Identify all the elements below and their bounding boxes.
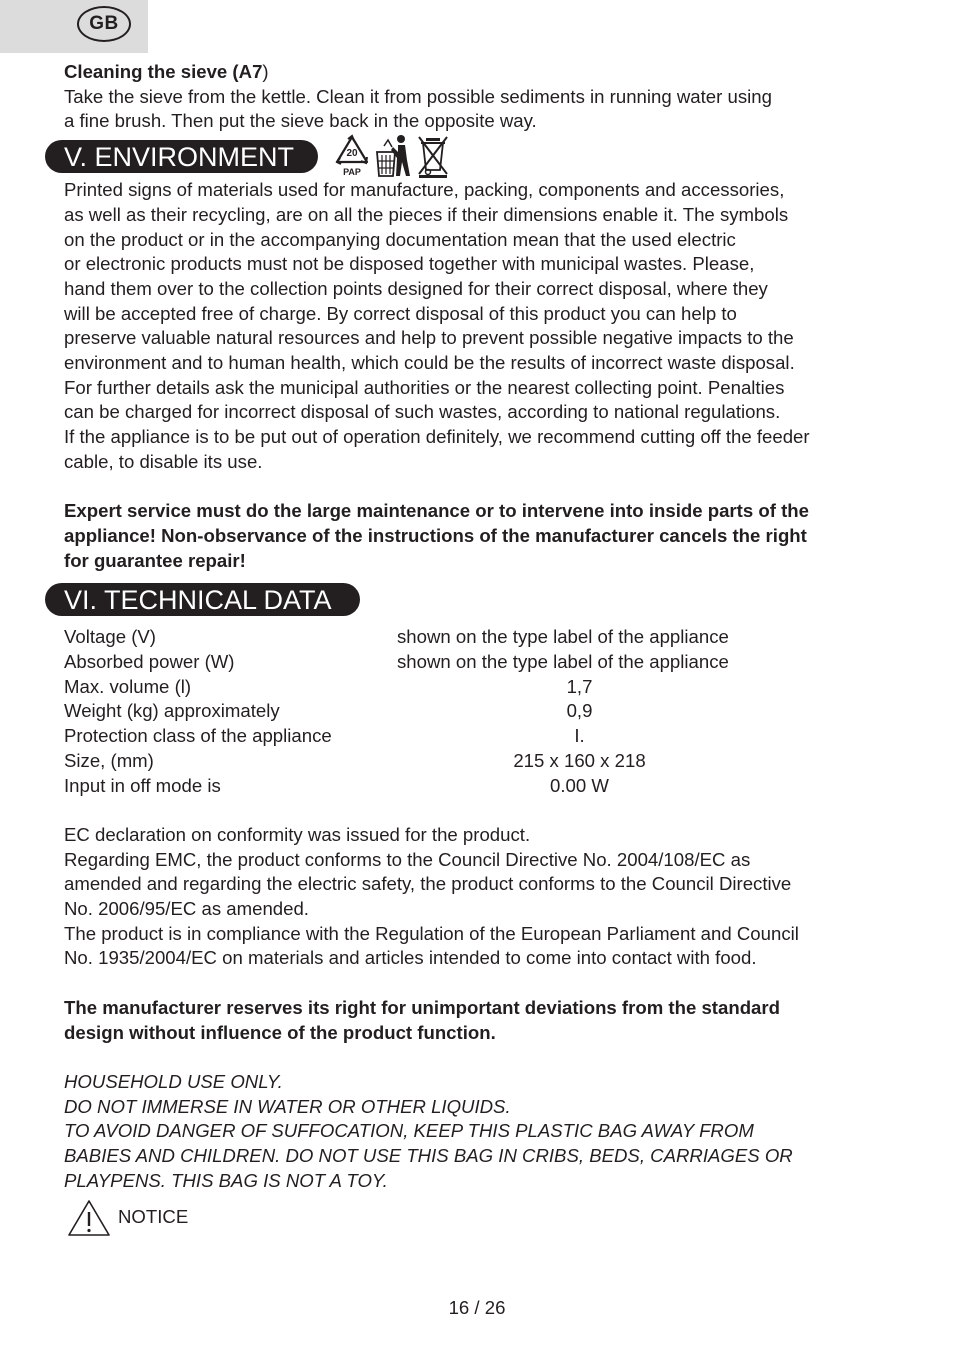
tech-label: Size, (mm) — [64, 749, 154, 771]
conformity-line: Regarding EMC, the product conforms to the Council Directive No. 2004/108/EC as — [64, 848, 751, 870]
household-line: BABIES AND CHILDREN. DO NOT USE THIS BAG IN CRIBS, BEDS, CARRIAGES OR — [64, 1145, 793, 1167]
tech-label: Weight (kg) approximately — [64, 700, 280, 722]
manufacturer-notice — [64, 996, 894, 1045]
environment-line: For further details ask the municipal authorities or the nearest collecting point. Penalties — [64, 376, 785, 398]
language-badge: GB — [77, 6, 131, 42]
recycling-pap-icon — [334, 134, 370, 178]
environment-line: can be charged for incorrect disposal of such wastes, according to national regulations. — [64, 401, 781, 423]
conformity-line: No. 2006/95/EC as amended. — [64, 898, 309, 920]
tech-value: I. — [574, 725, 585, 747]
household-line: DO NOT IMMERSE IN WATER OR OTHER LIQUIDS. — [64, 1095, 511, 1117]
environment-heading-row — [64, 136, 894, 176]
environment-line: cable, to disable its use. — [64, 450, 263, 472]
language-tab — [0, 0, 148, 53]
environment-text — [64, 178, 894, 474]
household-line: PLAYPENS. THIS BAG IS NOT A TOY. — [64, 1169, 388, 1191]
warning-line: appliance! Non-observance of the instructions of the manufacturer cancels the right — [64, 524, 807, 546]
environment-line: environment and to human health, which could be the results of incorrect waste disposal. — [64, 352, 795, 374]
tidyman-bin-icon — [374, 134, 412, 178]
conformity-text — [64, 823, 894, 971]
conformity-line: The product is in compliance with the Regulation of the European Parliament and Council — [64, 922, 799, 944]
warning-line: Expert service must do the large maintenance or to intervene into inside parts of the — [64, 500, 809, 522]
sieve-line: Take the sieve from the kettle. Clean it from possible sediments in running water using — [64, 85, 772, 107]
warning-triangle-icon — [67, 1199, 111, 1237]
environment-line: will be accepted free of charge. By correct disposal of this product you can help to — [64, 302, 737, 324]
page-content — [64, 60, 894, 1239]
tech-label: Protection class of the appliance — [64, 725, 332, 747]
household-line: HOUSEHOLD USE ONLY. — [64, 1070, 283, 1092]
conformity-line: amended and regarding the electric safety, the product conforms to the Council Directive — [64, 873, 792, 895]
sieve-line: a fine brush. Then put the sieve back in the opposite way. — [64, 110, 537, 132]
tech-label: Input in off mode is — [64, 774, 221, 796]
recycling-number: 20 — [346, 148, 358, 160]
tech-label: Voltage (V) — [64, 626, 156, 648]
tech-value: shown on the type label of the appliance — [397, 651, 729, 673]
environment-line: preserve valuable natural resources and help to prevent possible negative impacts to the — [64, 327, 794, 349]
notice-row — [64, 1199, 894, 1239]
crossed-wheelie-bin-icon — [416, 134, 450, 178]
tech-value: 0.00 W — [550, 774, 609, 796]
technical-heading-row — [64, 579, 894, 619]
warning-line: for guarantee repair! — [64, 549, 246, 571]
tech-value: 215 x 160 x 218 — [513, 749, 646, 771]
notice-label: NOTICE — [118, 1206, 189, 1228]
tech-label: Absorbed power (W) — [64, 651, 235, 673]
recycling-code: PAP — [343, 167, 361, 178]
environment-line: If the appliance is to be put out of operation definitely, we recommend cutting off the feeder — [64, 426, 810, 448]
page-number: 16 / 26 — [448, 1297, 506, 1318]
technical-data-table — [64, 625, 894, 798]
household-line: TO AVOID DANGER OF SUFFOCATION, KEEP THIS PLASTIC BAG AWAY FROM — [64, 1120, 754, 1142]
environment-line: Printed signs of materials used for manufacture, packing, components and accessories, — [64, 179, 785, 201]
tech-value: shown on the type label of the appliance — [397, 626, 729, 648]
manufacturer-line: The manufacturer reserves its right for unimportant deviations from the standard — [64, 996, 780, 1018]
expert-service-warning — [64, 499, 894, 573]
environment-heading: V. ENVIRONMENT — [45, 140, 318, 173]
environment-line: hand them over to the collection points designed for their correct disposal, where they — [64, 277, 768, 299]
environment-line: or electronic products must not be disposed together with municipal wastes. Please, — [64, 253, 755, 275]
tech-label: Max. volume (l) — [64, 675, 192, 697]
environment-line: as well as their recycling, are on all the pieces if their dimensions enable it. The symbols — [64, 203, 789, 225]
manufacturer-line: design without influence of the product function. — [64, 1021, 496, 1043]
tech-value: 0,9 — [566, 700, 593, 722]
environment-line: on the product or in the accompanying documentation mean that the used electric — [64, 228, 736, 250]
conformity-line: EC declaration on conformity was issued for the product. — [64, 823, 531, 845]
environment-icons — [334, 134, 450, 180]
household-warnings — [64, 1070, 894, 1194]
sieve-heading: Cleaning the sieve (A7) — [64, 61, 269, 82]
tech-value: 1,7 — [566, 675, 593, 697]
conformity-line: No. 1935/2004/EC on materials and articles intended to come into contact with food. — [64, 947, 757, 969]
technical-data-heading: VI. TECHNICAL DATA — [45, 583, 360, 616]
